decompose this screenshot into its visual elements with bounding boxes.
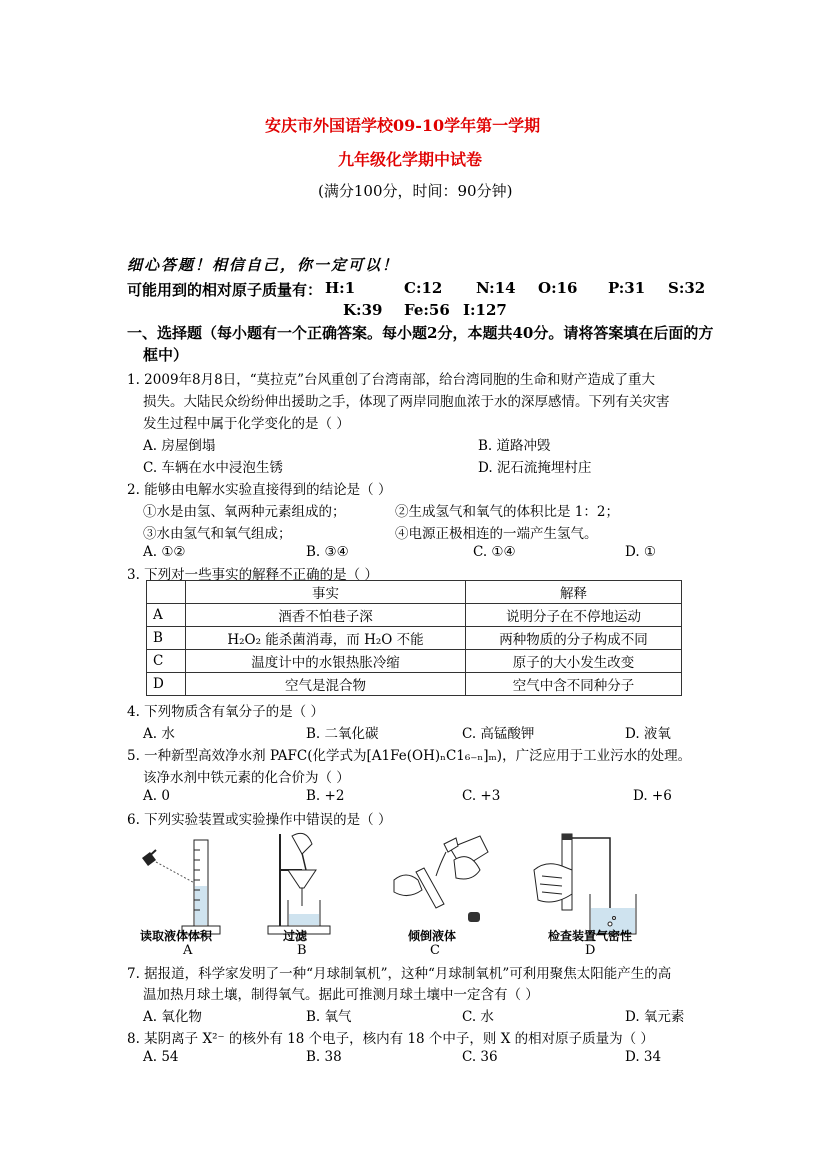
q5-option-d: D. +6	[633, 788, 672, 804]
exam-info: (满分100分，时间：90分钟)	[318, 182, 513, 200]
q1-text-line3: 发生过程中属于化学变化的是（ ）	[143, 416, 350, 432]
figure-pouring	[384, 830, 494, 942]
figure-c-letter: C	[430, 943, 440, 958]
table-cell: 空气是混合物	[186, 673, 466, 696]
q5-text-line1: 5. 一种新型高效净水剂 PAFC(化学式为[A1Fe(OH)ₙC1₆₋ₙ]ₘ)，广泛应用于工业污水的处理。	[127, 748, 692, 764]
q4-option-b: B. 二氧化碳	[306, 726, 379, 742]
q1-option-c: C. 车辆在水中浸泡生锈	[143, 460, 283, 476]
q7-option-b: B. 氧气	[306, 1009, 352, 1025]
q2-option-a: A. ①②	[143, 544, 186, 560]
q1-option-d: D. 泥石流掩埋村庄	[478, 460, 592, 476]
figure-d-caption: 检查装置气密性	[548, 929, 633, 943]
school-title: 安庆市外国语学校09-10学年第一学期	[265, 116, 541, 135]
q7-option-d: D. 氧元素	[625, 1009, 685, 1025]
q3-text: 3. 下列对一些事实的解释不正确的是（ ）	[127, 567, 378, 583]
figure-a-caption: 读取液体体积	[140, 929, 213, 943]
table-cell: 温度计中的水银热胀冷缩	[186, 650, 466, 673]
q5-text-line2: 该净水剂中铁元素的化合价为（ ）	[143, 770, 350, 786]
q2-statement-4: ④电源正极相连的一端产生氢气。	[395, 526, 598, 542]
q1-text-line2: 损失。大陆民众纷纷伸出援助之手，体现了两岸同胞血浓于水的深厚感情。下列有关灾害	[143, 394, 670, 410]
table-cell: 说明分子在不停地运动	[465, 604, 681, 627]
q7-text-line2: 温加热月球土壤，制得氧气。据此可推测月球土壤中一定含有（ ）	[143, 987, 539, 1003]
figure-read-volume	[134, 830, 244, 942]
q2-statement-1: ①水是由氢、氧两种元素组成的；	[143, 504, 346, 520]
q8-option-a: A. 54	[143, 1049, 179, 1065]
table-row	[147, 604, 682, 627]
figure-d-letter: D	[585, 943, 596, 958]
figure-filtration	[262, 830, 344, 942]
q4-option-c: C. 高锰酸钾	[462, 726, 535, 742]
q3-table	[146, 580, 682, 696]
q4-option-a: A. 水	[143, 726, 175, 742]
q7-option-c: C. 水	[462, 1009, 494, 1025]
table-row	[147, 673, 682, 696]
q2-statement-3: ③水由氢气和氧气组成；	[143, 526, 292, 542]
atomic-mass-c: C:12	[404, 279, 443, 297]
q1-option-a: A. 房屋倒塌	[143, 438, 216, 454]
atomic-mass-n: N:14	[476, 279, 516, 297]
atomic-mass-s: S:32	[668, 279, 706, 297]
q5-option-b: B. +2	[306, 788, 345, 804]
q7-option-a: A. 氧化物	[143, 1009, 202, 1025]
atomic-mass-p: P:31	[608, 279, 646, 297]
table-cell: 酒香不怕巷子深	[186, 604, 466, 627]
q2-option-c: C. ①④	[473, 544, 516, 560]
q1-text-line1: 1. 2009年8月8日，“莫拉克”台风重创了台湾南部，给台湾同胞的生命和财产造成了重大	[127, 372, 656, 388]
figure-airtightness	[528, 830, 648, 942]
table-cell: A	[147, 604, 186, 627]
table-header-row	[147, 581, 682, 604]
figure-b-caption: 过滤	[283, 929, 308, 943]
table-header-cell: 事实	[186, 581, 466, 604]
q2-option-b: B. ③④	[306, 544, 349, 560]
table-header-cell: 解释	[465, 581, 681, 604]
figure-c-caption: 倾倒液体	[408, 929, 457, 943]
q1-option-b: B. 道路冲毁	[478, 438, 551, 454]
q5-option-c: C. +3	[462, 788, 501, 804]
q8-option-b: B. 38	[306, 1049, 342, 1065]
table-header-cell	[147, 581, 186, 604]
atomic-mass-label: 可能用到的相对原子质量有：	[127, 281, 323, 299]
section-heading-cont: 框中）	[143, 346, 189, 364]
table-cell: D	[147, 673, 186, 696]
atomic-mass-k: K:39	[343, 301, 383, 319]
q4-text: 4. 下列物质含有氧分子的是（ ）	[127, 704, 324, 720]
figure-b-letter: B	[297, 943, 307, 958]
table-cell: 空气中含不同种分子	[465, 673, 681, 696]
atomic-mass-i: I:127	[463, 301, 507, 319]
q8-option-c: C. 36	[462, 1049, 498, 1065]
q6-text: 6. 下列实验装置或实验操作中错误的是（ ）	[127, 812, 392, 828]
table-cell: 原子的大小发生改变	[465, 650, 681, 673]
q4-option-d: D. 液氧	[625, 726, 671, 742]
exam-title: 九年级化学期中试卷	[338, 150, 483, 169]
figure-a-letter: A	[183, 943, 193, 958]
q2-option-d: D. ①	[625, 544, 657, 560]
q2-statement-2: ②生成氢气和氧气的体积比是 1：2；	[395, 504, 619, 520]
q5-option-a: A. 0	[143, 788, 170, 804]
motto: 细心答题！相信自己，你一定可以！	[127, 256, 400, 274]
atomic-mass-fe: Fe:56	[404, 301, 450, 319]
q2-text: 2. 能够由电解水实验直接得到的结论是（ ）	[127, 482, 392, 498]
atomic-mass-o: O:16	[538, 279, 578, 297]
atomic-mass-h: H:1	[325, 279, 356, 297]
section-heading: 一、选择题（每小题有一个正确答案。每小题2分，本题共40分。请将答案填在后面的方	[127, 324, 714, 342]
q8-text: 8. 某阴离子 X²⁻ 的核外有 18 个电子，核内有 18 个中子，则 X 的相对原子质量为（ ）	[127, 1031, 654, 1047]
table-cell: 两种物质的分子构成不同	[465, 627, 681, 650]
q8-option-d: D. 34	[625, 1049, 662, 1065]
q7-text-line1: 7. 据报道，科学家发明了一种“月球制氧机”，这种“月球制氧机”可利用聚焦太阳能产生的高	[127, 966, 672, 982]
table-cell: H₂O₂ 能杀菌消毒，而 H₂O 不能	[186, 627, 466, 650]
table-cell: B	[147, 627, 186, 650]
table-row	[147, 627, 682, 650]
table-row	[147, 650, 682, 673]
table-cell: C	[147, 650, 186, 673]
